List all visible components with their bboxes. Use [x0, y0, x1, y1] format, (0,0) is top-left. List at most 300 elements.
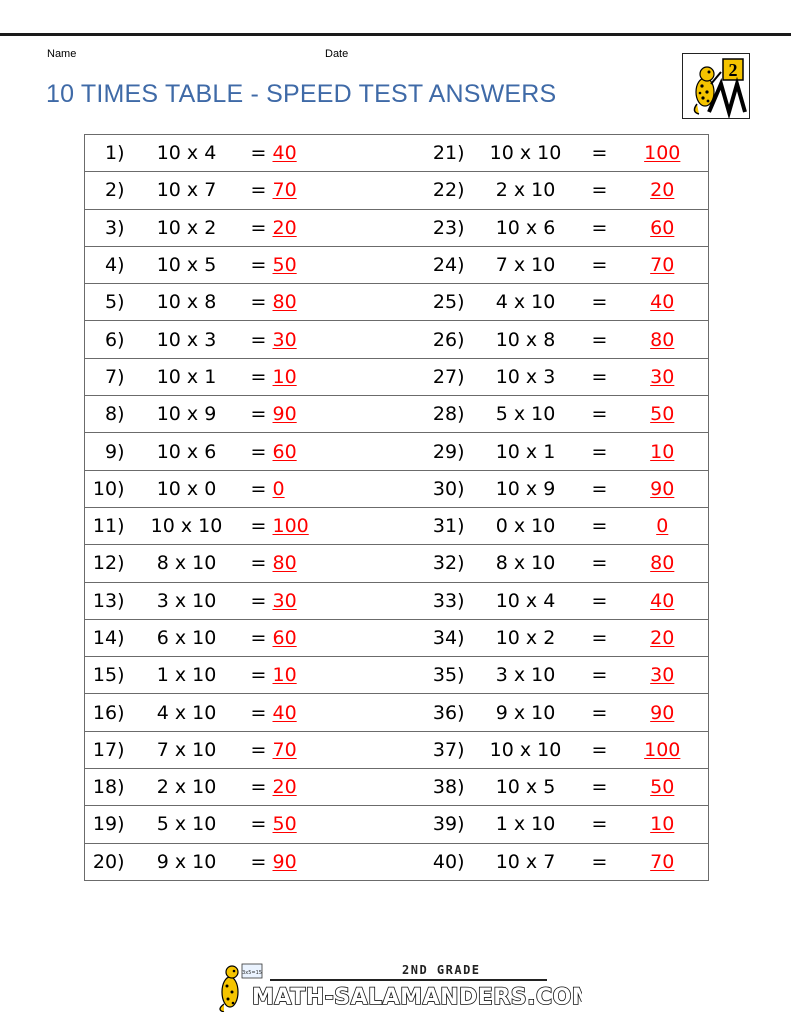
- question-number-cell: [357, 246, 469, 283]
- equals-sign-cell: [583, 321, 617, 358]
- answer-value-cell: [617, 396, 709, 433]
- answer-value-cell: [273, 358, 357, 395]
- multiplication-expression-cell: [469, 135, 583, 172]
- equals-sign: =: [250, 291, 267, 314]
- equals-sign-cell: [583, 731, 617, 768]
- answer-value: 20: [650, 627, 675, 649]
- question-number-cell: [357, 433, 469, 470]
- equals-sign: =: [591, 365, 608, 388]
- multiplication-expression: 10 x 3: [495, 365, 556, 388]
- question-number: 7): [104, 365, 125, 388]
- question-number: 32): [432, 552, 465, 575]
- multiplication-expression: 1 x 10: [495, 813, 556, 836]
- question-number-cell: [85, 470, 129, 507]
- question-number: 38): [432, 776, 465, 799]
- question-number-cell: [85, 209, 129, 246]
- multiplication-expression-cell: [469, 545, 583, 582]
- multiplication-expression-cell: [129, 657, 245, 694]
- multiplication-expression: 10 x 2: [495, 627, 556, 649]
- multiplication-expression-cell: [469, 284, 583, 321]
- question-number: 14): [92, 627, 125, 649]
- question-number-cell: [85, 582, 129, 619]
- multiplication-expression-cell: [469, 731, 583, 768]
- answer-value-cell: [273, 321, 357, 358]
- question-number: 24): [432, 254, 465, 277]
- multiplication-expression-cell: [469, 209, 583, 246]
- equals-sign-cell: [583, 470, 617, 507]
- table-row: [85, 396, 709, 433]
- multiplication-expression: 10 x 9: [495, 477, 556, 500]
- equals-sign: =: [250, 328, 267, 351]
- equals-sign: =: [591, 701, 608, 724]
- equals-sign-cell: [583, 806, 617, 843]
- table-row: [85, 694, 709, 731]
- equals-sign: =: [250, 589, 267, 612]
- equals-sign: =: [250, 254, 267, 277]
- answer-value: 60: [650, 216, 675, 239]
- question-number: 30): [432, 477, 465, 500]
- answer-value: 10: [650, 813, 675, 836]
- answer-value-cell: [273, 694, 357, 731]
- question-number: 39): [432, 813, 465, 836]
- answers-table-body: [85, 135, 709, 881]
- equals-sign: =: [250, 776, 267, 799]
- multiplication-expression: 10 x 8: [495, 328, 556, 351]
- table-row: [85, 470, 709, 507]
- equals-sign: =: [591, 179, 608, 202]
- answer-value-cell: [273, 284, 357, 321]
- table-row: [85, 358, 709, 395]
- answer-value-cell: [273, 806, 357, 843]
- table-row: [85, 135, 709, 172]
- multiplication-expression-cell: [129, 135, 245, 172]
- answer-value: 0: [272, 477, 285, 500]
- answer-value-cell: [617, 172, 709, 209]
- equals-sign: =: [591, 664, 608, 687]
- multiplication-expression-cell: [469, 694, 583, 731]
- answer-value-cell: [273, 433, 357, 470]
- answer-value-cell: [617, 284, 709, 321]
- multiplication-expression: 6 x 10: [156, 627, 217, 649]
- equals-sign-cell: [245, 433, 273, 470]
- question-number-cell: [85, 507, 129, 544]
- question-number: 27): [432, 365, 465, 388]
- equals-sign: =: [250, 701, 267, 724]
- question-number: 18): [92, 776, 125, 799]
- question-number-cell: [357, 507, 469, 544]
- page-title: 10 TIMES TABLE - SPEED TEST ANSWERS: [46, 80, 557, 108]
- answer-value-cell: [273, 507, 357, 544]
- multiplication-expression-cell: [129, 769, 245, 806]
- answer-value: 90: [272, 403, 297, 426]
- equals-sign-cell: [245, 284, 273, 321]
- answer-value-cell: [273, 470, 357, 507]
- question-number: 9): [104, 440, 125, 463]
- multiplication-expression: 7 x 10: [495, 254, 556, 277]
- question-number: 17): [92, 738, 125, 761]
- multiplication-expression: 10 x 1: [495, 440, 556, 463]
- salamander-logo: [682, 53, 750, 119]
- equals-sign-cell: [583, 433, 617, 470]
- multiplication-expression-cell: [129, 731, 245, 768]
- answer-value: 50: [650, 403, 675, 426]
- multiplication-expression-cell: [129, 619, 245, 656]
- multiplication-expression-cell: [129, 358, 245, 395]
- question-number: 33): [432, 589, 465, 612]
- answer-value-cell: [617, 470, 709, 507]
- question-number-cell: [357, 769, 469, 806]
- multiplication-expression: 9 x 10: [495, 701, 556, 724]
- equals-sign: =: [250, 216, 267, 239]
- multiplication-expression-cell: [129, 507, 245, 544]
- table-row: [85, 246, 709, 283]
- question-number: 15): [92, 664, 125, 687]
- multiplication-expression-cell: [469, 172, 583, 209]
- equals-sign-cell: [583, 172, 617, 209]
- answer-value-cell: [273, 209, 357, 246]
- answer-value-cell: [617, 209, 709, 246]
- multiplication-expression-cell: [129, 433, 245, 470]
- answer-value-cell: [273, 731, 357, 768]
- question-number-cell: [85, 433, 129, 470]
- table-row: [85, 619, 709, 656]
- question-number-cell: [357, 209, 469, 246]
- equals-sign: =: [591, 776, 608, 799]
- top-rule: [0, 33, 791, 36]
- multiplication-expression: 10 x 5: [156, 254, 217, 277]
- multiplication-expression-cell: [469, 433, 583, 470]
- table-row: [85, 769, 709, 806]
- answer-value: 90: [650, 477, 675, 500]
- question-number: 37): [432, 738, 465, 761]
- multiplication-expression: 4 x 10: [156, 701, 217, 724]
- multiplication-expression: 5 x 10: [495, 403, 556, 426]
- answer-value-cell: [617, 246, 709, 283]
- equals-sign: =: [250, 515, 267, 538]
- multiplication-expression: 10 x 9: [156, 403, 217, 426]
- multiplication-expression: 10 x 7: [156, 179, 217, 202]
- equals-sign: =: [591, 254, 608, 277]
- answer-value-cell: [617, 694, 709, 731]
- question-number-cell: [85, 321, 129, 358]
- answer-value: 50: [272, 813, 297, 836]
- question-number-cell: [357, 582, 469, 619]
- answer-value-cell: [617, 657, 709, 694]
- answer-value-cell: [273, 396, 357, 433]
- equals-sign: =: [250, 813, 267, 836]
- table-row: [85, 507, 709, 544]
- question-number: 35): [432, 664, 465, 687]
- question-number: 20): [92, 850, 125, 873]
- equals-sign: =: [591, 589, 608, 612]
- equals-sign: =: [591, 328, 608, 351]
- multiplication-expression: 10 x 10: [489, 738, 562, 761]
- multiplication-expression-cell: [129, 396, 245, 433]
- question-number: 8): [104, 403, 125, 426]
- equals-sign-cell: [583, 284, 617, 321]
- answer-value: 10: [272, 664, 297, 687]
- equals-sign-cell: [583, 246, 617, 283]
- equals-sign: =: [591, 403, 608, 426]
- multiplication-expression: 1 x 10: [156, 664, 217, 687]
- equals-sign: =: [250, 552, 267, 575]
- answer-value-cell: [273, 172, 357, 209]
- answer-value: 80: [650, 552, 675, 575]
- table-row: [85, 806, 709, 843]
- equals-sign: =: [591, 552, 608, 575]
- multiplication-expression-cell: [129, 582, 245, 619]
- question-number: 2): [104, 179, 125, 202]
- answer-value: 60: [272, 627, 297, 649]
- answer-value-cell: [617, 769, 709, 806]
- equals-sign-cell: [583, 619, 617, 656]
- equals-sign: =: [591, 291, 608, 314]
- multiplication-expression-cell: [129, 246, 245, 283]
- question-number: 28): [432, 403, 465, 426]
- equals-sign-cell: [245, 507, 273, 544]
- question-number-cell: [85, 769, 129, 806]
- multiplication-expression: 8 x 10: [156, 552, 217, 575]
- question-number: 1): [104, 142, 125, 165]
- multiplication-expression: 10 x 4: [156, 142, 217, 165]
- equals-sign: =: [250, 403, 267, 426]
- answer-value: 100: [644, 738, 681, 761]
- equals-sign: =: [591, 738, 608, 761]
- question-number-cell: [85, 843, 129, 880]
- question-number: 21): [432, 142, 465, 165]
- answer-value-cell: [617, 582, 709, 619]
- equals-sign: =: [250, 179, 267, 202]
- answer-value: 30: [272, 328, 297, 351]
- multiplication-expression: 10 x 7: [495, 850, 556, 873]
- answer-value-cell: [617, 135, 709, 172]
- question-number-cell: [85, 246, 129, 283]
- answer-value-cell: [273, 582, 357, 619]
- answer-value-cell: [273, 135, 357, 172]
- question-number-cell: [357, 321, 469, 358]
- question-number-cell: [357, 806, 469, 843]
- equals-sign: =: [250, 738, 267, 761]
- multiplication-expression: 10 x 4: [495, 589, 556, 612]
- answer-value: 40: [650, 291, 675, 314]
- answer-value: 10: [650, 440, 675, 463]
- question-number-cell: [85, 172, 129, 209]
- answer-value: 20: [650, 179, 675, 202]
- equals-sign-cell: [583, 396, 617, 433]
- answer-value: 80: [650, 328, 675, 351]
- answer-value: 30: [650, 664, 675, 687]
- multiplication-expression-cell: [129, 209, 245, 246]
- multiplication-expression-cell: [129, 843, 245, 880]
- equals-sign-cell: [583, 545, 617, 582]
- question-number-cell: [85, 284, 129, 321]
- equals-sign-cell: [583, 843, 617, 880]
- multiplication-expression-cell: [469, 582, 583, 619]
- answer-value: 80: [272, 552, 297, 575]
- question-number-cell: [85, 545, 129, 582]
- question-number-cell: [85, 657, 129, 694]
- answer-value: 20: [272, 776, 297, 799]
- equals-sign: =: [250, 440, 267, 463]
- equals-sign-cell: [245, 806, 273, 843]
- multiplication-expression: 10 x 0: [156, 477, 217, 500]
- question-number: 25): [432, 291, 465, 314]
- multiplication-expression: 3 x 10: [495, 664, 556, 687]
- multiplication-expression: 10 x 6: [495, 216, 556, 239]
- equals-sign: =: [250, 627, 267, 649]
- multiplication-expression: 10 x 2: [156, 216, 217, 239]
- question-number: 26): [432, 328, 465, 351]
- equals-sign: =: [591, 142, 608, 165]
- multiplication-expression-cell: [129, 284, 245, 321]
- multiplication-expression: 10 x 6: [156, 440, 217, 463]
- answer-value-cell: [273, 769, 357, 806]
- question-number: 19): [92, 813, 125, 836]
- multiplication-expression: 10 x 8: [156, 291, 217, 314]
- answer-value-cell: [273, 246, 357, 283]
- footer-site-text: MATH-SALAMANDERS.COM: [252, 985, 582, 1010]
- question-number: 10): [92, 477, 125, 500]
- multiplication-expression-cell: [469, 358, 583, 395]
- answer-value: 100: [272, 515, 309, 538]
- table-row: [85, 172, 709, 209]
- equals-sign-cell: [583, 135, 617, 172]
- multiplication-expression: 10 x 3: [156, 328, 217, 351]
- multiplication-expression: 8 x 10: [495, 552, 556, 575]
- answer-value: 70: [272, 738, 297, 761]
- answer-value-cell: [617, 731, 709, 768]
- multiplication-expression: 2 x 10: [156, 776, 217, 799]
- table-row: [85, 209, 709, 246]
- equals-sign: =: [250, 850, 267, 873]
- answer-value-cell: [273, 619, 357, 656]
- name-label: Name: [47, 48, 77, 60]
- multiplication-expression: 3 x 10: [156, 589, 217, 612]
- question-number: 40): [432, 850, 465, 873]
- date-label: Date: [325, 48, 349, 60]
- answer-value-cell: [617, 507, 709, 544]
- multiplication-expression: 10 x 1: [156, 365, 217, 388]
- question-number-cell: [357, 545, 469, 582]
- equals-sign: =: [250, 477, 267, 500]
- question-number-cell: [357, 731, 469, 768]
- multiplication-expression-cell: [129, 321, 245, 358]
- multiplication-expression-cell: [469, 843, 583, 880]
- multiplication-expression: 10 x 5: [495, 776, 556, 799]
- equals-sign-cell: [245, 619, 273, 656]
- salamander-grade-icon: [683, 54, 749, 118]
- math-salamanders-logo-icon: [212, 958, 582, 1012]
- equals-sign: =: [591, 627, 608, 649]
- equals-sign: =: [250, 365, 267, 388]
- multiplication-expression-cell: [129, 806, 245, 843]
- multiplication-expression: 4 x 10: [495, 291, 556, 314]
- question-number: 12): [92, 552, 125, 575]
- question-number-cell: [357, 657, 469, 694]
- answer-value: 40: [272, 701, 297, 724]
- equals-sign: =: [250, 664, 267, 687]
- question-number: 22): [432, 179, 465, 202]
- multiplication-expression-cell: [469, 470, 583, 507]
- answer-value-cell: [273, 545, 357, 582]
- question-number-cell: [85, 806, 129, 843]
- question-number-cell: [357, 843, 469, 880]
- answer-value: 60: [272, 440, 297, 463]
- table-row: [85, 582, 709, 619]
- question-number-cell: [85, 358, 129, 395]
- question-number-cell: [85, 135, 129, 172]
- equals-sign-cell: [245, 358, 273, 395]
- equals-sign-cell: [245, 135, 273, 172]
- footer-grade-text: 2ND GRADE: [402, 963, 481, 977]
- question-number-cell: [357, 135, 469, 172]
- answer-value-cell: [617, 619, 709, 656]
- equals-sign-cell: [583, 358, 617, 395]
- answer-value: 100: [644, 142, 681, 165]
- question-number-cell: [357, 396, 469, 433]
- equals-sign: =: [591, 216, 608, 239]
- equals-sign: =: [591, 850, 608, 873]
- logo-badge-number: 2: [728, 60, 738, 80]
- answer-value-cell: [617, 433, 709, 470]
- question-number: 36): [432, 701, 465, 724]
- equals-sign: =: [591, 477, 608, 500]
- multiplication-expression: 5 x 10: [156, 813, 217, 836]
- answer-value: 0: [656, 515, 669, 538]
- multiplication-expression-cell: [469, 619, 583, 656]
- equals-sign: =: [591, 440, 608, 463]
- equals-sign-cell: [245, 769, 273, 806]
- question-number-cell: [85, 694, 129, 731]
- table-row: [85, 843, 709, 880]
- equals-sign-cell: [245, 209, 273, 246]
- multiplication-expression: 7 x 10: [156, 738, 217, 761]
- equals-sign-cell: [583, 209, 617, 246]
- answer-value: 20: [272, 216, 297, 239]
- answer-value-cell: [617, 358, 709, 395]
- answer-value: 50: [650, 776, 675, 799]
- equals-sign-cell: [245, 657, 273, 694]
- answer-value-cell: [273, 657, 357, 694]
- answer-value: 70: [272, 179, 297, 202]
- answer-value-cell: [617, 806, 709, 843]
- question-number-cell: [357, 284, 469, 321]
- equals-sign-cell: [245, 694, 273, 731]
- equals-sign: =: [591, 515, 608, 538]
- question-number: 16): [92, 701, 125, 724]
- answer-value: 40: [272, 142, 297, 165]
- question-number-cell: [85, 731, 129, 768]
- question-number: 31): [432, 515, 465, 538]
- answer-value-cell: [617, 321, 709, 358]
- answer-value: 10: [272, 365, 297, 388]
- equals-sign-cell: [245, 246, 273, 283]
- question-number: 23): [432, 216, 465, 239]
- question-number-cell: [357, 172, 469, 209]
- equals-sign: =: [250, 142, 267, 165]
- answer-value-cell: [273, 843, 357, 880]
- multiplication-expression: 9 x 10: [156, 850, 217, 873]
- equals-sign-cell: [583, 582, 617, 619]
- question-number: 13): [92, 589, 125, 612]
- answer-value-cell: [617, 843, 709, 880]
- question-number: 34): [432, 627, 465, 649]
- equals-sign-cell: [583, 769, 617, 806]
- table-row: [85, 545, 709, 582]
- equals-sign-cell: [245, 470, 273, 507]
- multiplication-expression-cell: [129, 694, 245, 731]
- multiplication-expression: 0 x 10: [495, 515, 556, 538]
